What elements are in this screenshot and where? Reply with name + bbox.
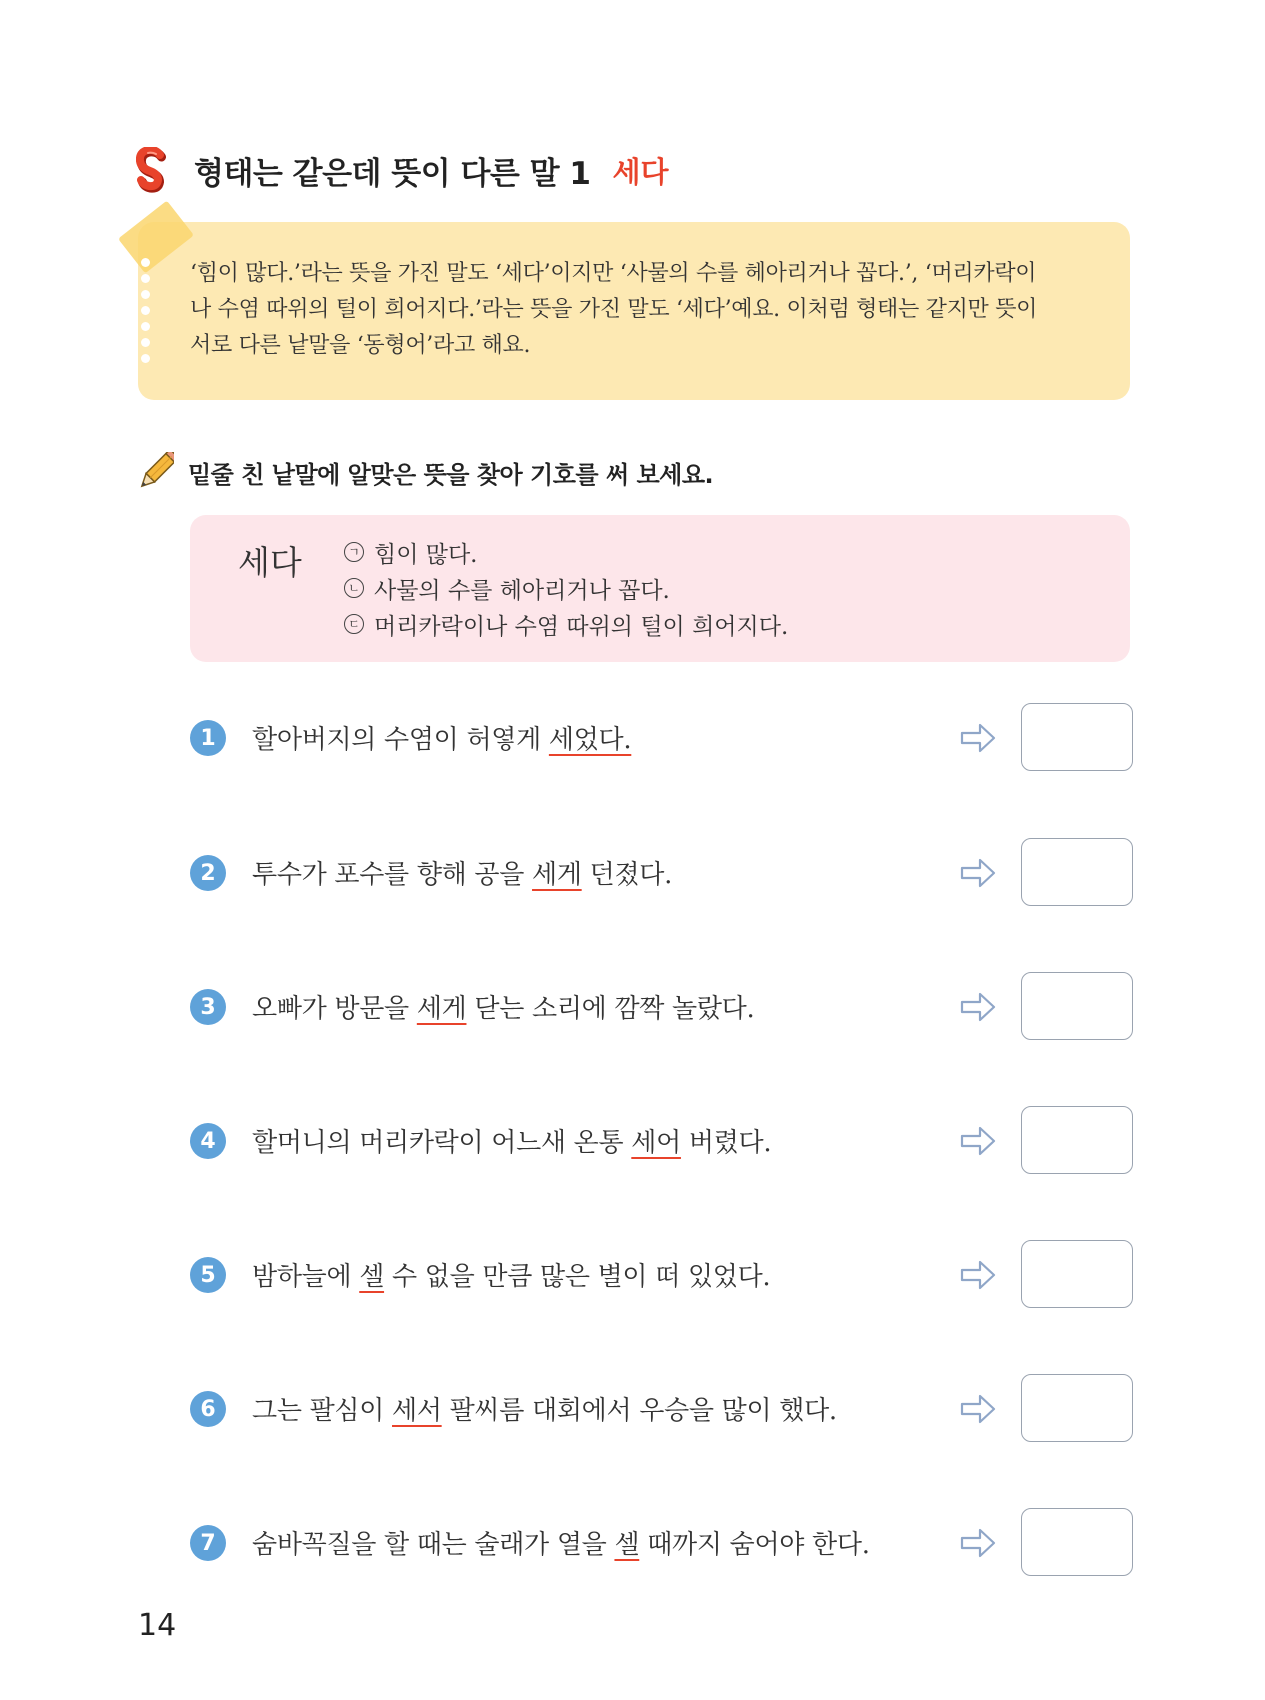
question-text: 그는 팔심이 세서 팔씨름 대회에서 우승을 많이 했다. [252, 1396, 837, 1426]
arrow-right-icon [958, 1392, 998, 1426]
meaning-item [344, 570, 788, 606]
explanation-line: 서로 다른 낱말을 ‘동형어’라고 해요. [190, 333, 531, 358]
question-text: 오빠가 방문을 세게 닫는 소리에 깜짝 놀랐다. [252, 994, 755, 1024]
meaning-item [344, 606, 788, 642]
question-text: 밤하늘에 셀 수 없을 만큼 많은 별이 떠 있었다. [252, 1262, 771, 1292]
binder-holes [141, 258, 150, 363]
meaning-list [344, 534, 788, 642]
underlined-word: 세서 [392, 1396, 442, 1426]
question-number-badge: 5 [190, 1257, 226, 1293]
underlined-word: 세게 [416, 994, 467, 1024]
question-text: 숨바꼭질을 할 때는 술래가 열을 셀 때까지 숨어야 한다. [252, 1530, 870, 1560]
arrow-right-icon [958, 1526, 998, 1560]
pencil-icon [138, 452, 174, 492]
question-row-2 [190, 838, 1132, 906]
meaning-word: 세다 [238, 543, 302, 582]
answer-box[interactable] [1021, 1240, 1133, 1308]
meaning-text: 힘이 많다. [374, 541, 478, 568]
question-row-4 [190, 1106, 1132, 1174]
meaning-text: 머리카락이나 수염 따위의 털이 희어지다. [374, 613, 789, 640]
meaning-text: 사물의 수를 헤아리거나 꼽다. [374, 577, 670, 604]
arrow-right-icon [958, 1124, 998, 1158]
explanation-line: 나 수염 따위의 털이 희어지다.’라는 뜻을 가진 말도 ‘세다’예요. 이처럼 형태는 같지만 뜻이 [190, 297, 1038, 322]
question-number-badge: 7 [190, 1525, 226, 1561]
question-row-6 [190, 1374, 1132, 1442]
question-number-badge: 1 [190, 720, 226, 756]
answer-box[interactable] [1021, 838, 1133, 906]
question-number-badge: 4 [190, 1123, 226, 1159]
answer-box[interactable] [1021, 703, 1133, 771]
question-text: 할아버지의 수염이 허옇게 세었다. [252, 725, 632, 755]
answer-box[interactable] [1021, 972, 1133, 1040]
question-row-1 [190, 703, 1132, 771]
page-title: 형태는 같은데 뜻이 다른 말 1 [194, 155, 591, 192]
question-text: 할머니의 머리카락이 어느새 온통 세어 버렸다. [252, 1128, 772, 1158]
question-number-badge: 3 [190, 989, 226, 1025]
question-row-3 [190, 972, 1132, 1040]
instruction [138, 452, 713, 492]
mark-giyeok-icon: ㄱ [344, 542, 364, 562]
underlined-word: 셀 [614, 1530, 640, 1560]
s-logo-icon [136, 147, 166, 193]
title-keyword: 세다 [612, 154, 669, 189]
question-row-5 [190, 1240, 1132, 1308]
question-row-7 [190, 1508, 1132, 1576]
question-number-badge: 2 [190, 855, 226, 891]
arrow-right-icon [958, 1258, 998, 1292]
meaning-item [344, 534, 788, 570]
explanation-text [190, 256, 1090, 364]
page-number: 14 [138, 1608, 177, 1643]
mark-nieun-icon: ㄴ [344, 578, 364, 598]
answer-box[interactable] [1021, 1374, 1133, 1442]
underlined-word: 세게 [532, 860, 582, 890]
mark-digeut-icon: ㄷ [344, 614, 364, 634]
question-text: 투수가 포수를 향해 공을 세게 던졌다. [252, 860, 673, 890]
underlined-word: 세어 [631, 1128, 681, 1158]
instruction-text: 밑줄 친 낱말에 알맞은 뜻을 찾아 기호를 써 보세요. [188, 460, 714, 489]
arrow-right-icon [958, 990, 998, 1024]
answer-box[interactable] [1021, 1508, 1133, 1576]
question-number-badge: 6 [190, 1391, 226, 1427]
arrow-right-icon [958, 721, 998, 755]
underlined-word: 셀 [359, 1262, 385, 1292]
arrow-right-icon [958, 856, 998, 890]
underlined-word: 세었다. [548, 725, 632, 755]
answer-box[interactable] [1021, 1106, 1133, 1174]
page-header [136, 146, 668, 194]
explanation-line: ‘힘이 많다.’라는 뜻을 가진 말도 ‘세다’이지만 ‘사물의 수를 헤아리거나 꼽다.’, ‘머리카락이 [190, 261, 1037, 286]
